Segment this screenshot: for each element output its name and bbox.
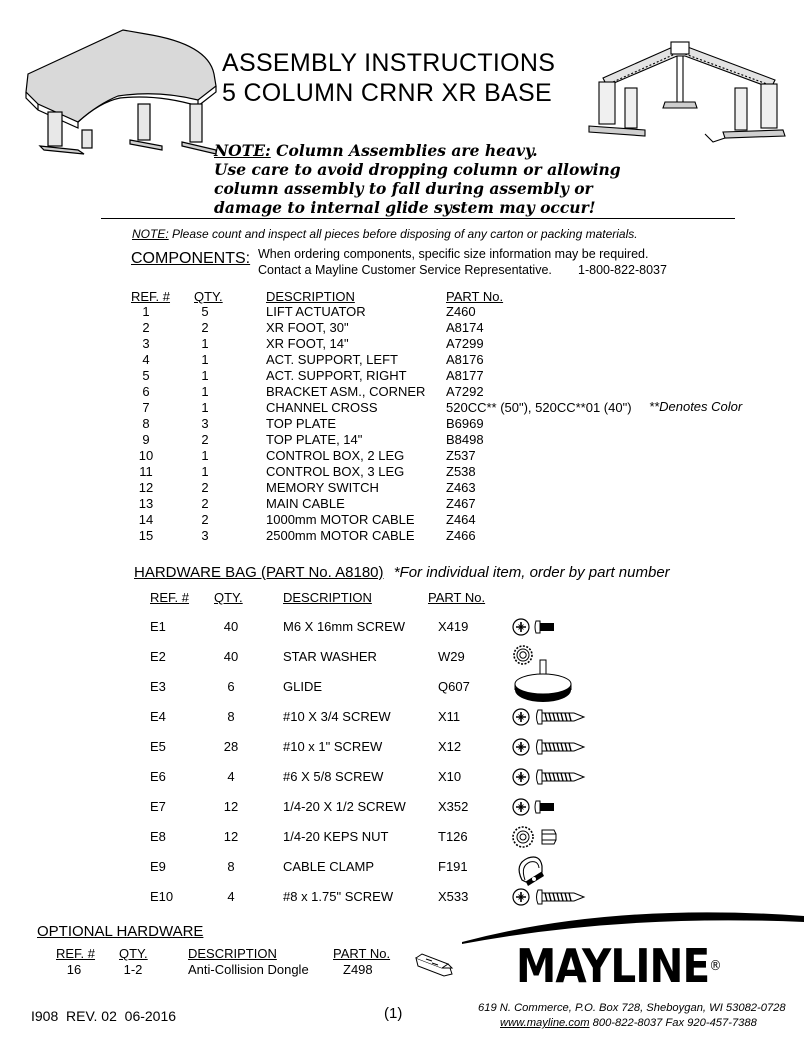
component-row [0, 368, 808, 384]
hardware-desc: GLIDE [283, 679, 323, 694]
optional-qty: 1-2 [123, 962, 143, 977]
component-row [0, 528, 808, 544]
component-desc: ACT. SUPPORT, LEFT [266, 352, 398, 367]
component-ref: 15 [138, 528, 154, 543]
company-address: 619 N. Commerce, P.O. Box 728, Sheboygan, WI 53082-0728 [478, 1002, 786, 1014]
component-part: Z467 [446, 496, 476, 511]
components-heading: COMPONENTS: [131, 250, 251, 267]
hardware-qty: 12 [223, 799, 239, 814]
component-part: B8498 [446, 432, 484, 447]
website-link[interactable]: www.mayline.com [500, 1017, 590, 1029]
component-row [0, 432, 808, 448]
component-part: A8177 [446, 368, 484, 383]
components-header-ref: REF. # [131, 289, 171, 304]
caution-line-4: damage to internal glide system may occur! [214, 198, 596, 217]
component-row [0, 320, 808, 336]
component-part: A8174 [446, 320, 484, 335]
optional-desc: Anti-Collision Dongle [188, 962, 309, 977]
component-desc: TOP PLATE, 14" [266, 432, 363, 447]
components-header-row [0, 289, 808, 305]
component-ref: 8 [142, 416, 150, 431]
component-part: A8176 [446, 352, 484, 367]
component-part: Z463 [446, 480, 476, 495]
inspect-note-text: Please count and inspect all pieces before disposing of any carton or packing materials. [168, 227, 638, 241]
component-desc: CONTROL BOX, 3 LEG [266, 464, 405, 479]
hardware-row [0, 612, 808, 642]
logo-text: MAYLINE [516, 939, 710, 993]
component-qty: 2 [201, 480, 209, 495]
hardware-desc: STAR WASHER [283, 649, 377, 664]
hardware-heading-line [134, 564, 670, 581]
hardware-table [0, 612, 808, 912]
hardware-row [0, 822, 808, 852]
component-desc: MEMORY SWITCH [266, 480, 379, 495]
mayline-logo [516, 940, 721, 992]
hardware-desc: M6 X 16mm SCREW [283, 619, 406, 634]
hardware-part: X419 [438, 619, 469, 634]
hardware-part: X12 [438, 739, 462, 754]
corner-desk-illustration [18, 26, 223, 166]
order-info-line-2: Contact a Mayline Customer Service Representative. [258, 263, 552, 277]
inspect-note-label: NOTE: [132, 227, 169, 241]
component-row [0, 496, 808, 512]
hardware-desc: 1/4-20 X 1/2 SCREW [283, 799, 406, 814]
section-divider [101, 218, 735, 219]
component-qty: 1 [201, 352, 209, 367]
document-id: I908 REV. 02 06-2016 [31, 1008, 177, 1024]
hardware-part: Q607 [438, 679, 470, 694]
hardware-qty: 12 [223, 829, 239, 844]
optional-header-qty: QTY. [119, 946, 148, 961]
component-ref: 3 [142, 336, 150, 351]
hardware-header-ref: REF. # [150, 590, 190, 605]
hardware-row [0, 702, 808, 732]
components-table [0, 304, 808, 544]
hardware-part: X533 [438, 889, 469, 904]
hardware-header-row [0, 590, 808, 606]
component-desc: ACT. SUPPORT, RIGHT [266, 368, 407, 383]
component-part: A7292 [446, 384, 484, 399]
component-part: Z537 [446, 448, 476, 463]
hardware-desc: 1/4-20 KEPS NUT [283, 829, 389, 844]
component-ref: 10 [138, 448, 154, 463]
component-row [0, 464, 808, 480]
hardware-ref: E4 [150, 709, 166, 724]
component-qty: 2 [201, 320, 209, 335]
component-row [0, 416, 808, 432]
component-qty: 2 [201, 432, 209, 447]
hardware-header-desc: DESCRIPTION [283, 590, 372, 605]
optional-header-desc: DESCRIPTION [188, 946, 277, 961]
components-header-desc: DESCRIPTION [266, 289, 355, 304]
caution-note [214, 141, 621, 217]
hardware-part: X352 [438, 799, 469, 814]
optional-header-ref: REF. # [56, 946, 96, 961]
component-qty: 2 [201, 496, 209, 511]
title-line-1: ASSEMBLY INSTRUCTIONS [222, 49, 556, 77]
caution-line-1: Column Assemblies are heavy. [270, 141, 538, 160]
component-qty: 3 [201, 416, 209, 431]
component-part: Z466 [446, 528, 476, 543]
hardware-ref: E9 [150, 859, 166, 874]
component-ref: 11 [139, 464, 153, 479]
component-qty: 1 [201, 464, 209, 479]
component-qty: 1 [201, 384, 209, 399]
component-qty: 5 [201, 304, 209, 319]
component-ref: 9 [142, 432, 150, 447]
component-part: 520CC** (50"), 520CC**01 (40") [446, 400, 632, 415]
component-ref: 12 [138, 480, 154, 495]
page-number: (1) [384, 1005, 403, 1022]
component-desc: 2500mm MOTOR CABLE [266, 528, 415, 543]
hardware-row [0, 762, 808, 792]
collision-dongle-icon [412, 950, 456, 978]
component-ref: 5 [142, 368, 150, 383]
component-ref: 13 [138, 496, 154, 511]
component-desc: 1000mm MOTOR CABLE [266, 512, 415, 527]
hardware-row [0, 642, 808, 672]
inspect-note [132, 227, 638, 241]
hardware-ref: E2 [150, 649, 166, 664]
hardware-qty: 6 [227, 679, 235, 694]
hardware-part: T126 [438, 829, 468, 844]
base-frame-illustration [585, 38, 790, 150]
hardware-row [0, 792, 808, 822]
hardware-ref: E10 [150, 889, 174, 904]
phone-number: 1-800-822-8037 [578, 263, 667, 277]
component-row [0, 336, 808, 352]
component-part: B6969 [446, 416, 484, 431]
hardware-ref: E1 [150, 619, 166, 634]
component-part: Z464 [446, 512, 476, 527]
component-row [0, 352, 808, 368]
optional-ref: 16 [66, 962, 82, 977]
component-desc: MAIN CABLE [266, 496, 345, 511]
components-header-part: PART No. [446, 289, 504, 304]
color-note: **Denotes Color [649, 399, 743, 414]
optional-row [0, 962, 460, 978]
hardware-qty: 4 [227, 889, 235, 904]
hardware-part: X11 [438, 709, 461, 724]
optional-part: Z498 [343, 962, 373, 977]
hardware-ref: E5 [150, 739, 166, 754]
component-ref: 1 [142, 304, 150, 319]
caution-line-2: Use care to avoid dropping column or allowing [214, 160, 621, 179]
component-desc: BRACKET ASM., CORNER [266, 384, 426, 399]
hardware-ref: E8 [150, 829, 166, 844]
hardware-qty: 8 [227, 709, 235, 724]
component-row [0, 448, 808, 464]
component-desc: XR FOOT, 14" [266, 336, 349, 351]
order-info-line-1: When ordering components, specific size information may be required. [258, 247, 649, 261]
contact-numbers: 800-822-8037 Fax 920-457-7388 [589, 1017, 757, 1029]
hardware-ref: E6 [150, 769, 166, 784]
component-desc: CHANNEL CROSS [266, 400, 378, 415]
page-title [222, 48, 555, 108]
component-row [0, 384, 808, 400]
component-ref: 6 [142, 384, 150, 399]
component-ref: 14 [138, 512, 154, 527]
components-header-qty: QTY. [194, 289, 223, 304]
component-desc: TOP PLATE [266, 416, 337, 431]
component-qty: 1 [201, 400, 209, 415]
hardware-heading: HARDWARE BAG (PART No. A8180) [134, 564, 384, 581]
component-row [0, 480, 808, 496]
hardware-desc: #8 x 1.75" SCREW [283, 889, 394, 904]
optional-header-row [0, 946, 460, 962]
component-qty: 2 [201, 512, 209, 527]
component-qty: 1 [201, 448, 209, 463]
hardware-part: W29 [438, 649, 465, 664]
hardware-part: X10 [438, 769, 462, 784]
registered-mark: ® [709, 958, 721, 974]
hardware-ref: E3 [150, 679, 166, 694]
hardware-qty: 40 [223, 649, 239, 664]
component-desc: LIFT ACTUATOR [266, 304, 366, 319]
hardware-qty: 4 [227, 769, 235, 784]
component-desc: XR FOOT, 30" [266, 320, 349, 335]
hardware-qty: 28 [223, 739, 239, 754]
hardware-desc: #10 X 3/4 SCREW [283, 709, 391, 724]
hardware-row [0, 672, 808, 702]
component-ref: 2 [142, 320, 150, 335]
hardware-part: F191 [438, 859, 468, 874]
optional-header-part: PART No. [333, 946, 391, 961]
hardware-desc: #6 X 5/8 SCREW [283, 769, 384, 784]
component-qty: 1 [201, 368, 209, 383]
hardware-row [0, 732, 808, 762]
title-line-2: 5 COLUMN CRNR XR BASE [222, 79, 552, 107]
component-part: Z538 [446, 464, 476, 479]
component-qty: 3 [201, 528, 209, 543]
component-ref: 7 [142, 400, 150, 415]
optional-heading: OPTIONAL HARDWARE [37, 923, 204, 940]
hardware-order-note: *For individual item, order by part number [393, 564, 670, 581]
hardware-qty: 40 [223, 619, 239, 634]
component-row [0, 512, 808, 528]
caution-line-3: column assembly to fall during assembly or [214, 179, 593, 198]
component-row [0, 304, 808, 320]
component-ref: 4 [142, 352, 150, 367]
hardware-header-part: PART No. [428, 590, 486, 605]
component-part: A7299 [446, 336, 484, 351]
hardware-desc: CABLE CLAMP [283, 859, 375, 874]
hardware-desc: #10 x 1" SCREW [283, 739, 383, 754]
hardware-qty: 8 [227, 859, 235, 874]
hardware-row [0, 852, 808, 882]
hardware-ref: E7 [150, 799, 166, 814]
component-part: Z460 [446, 304, 476, 319]
caution-label: NOTE: [214, 141, 271, 160]
component-qty: 1 [201, 336, 209, 351]
component-desc: CONTROL BOX, 2 LEG [266, 448, 405, 463]
hardware-header-qty: QTY. [214, 590, 243, 605]
company-contact [500, 1017, 757, 1029]
